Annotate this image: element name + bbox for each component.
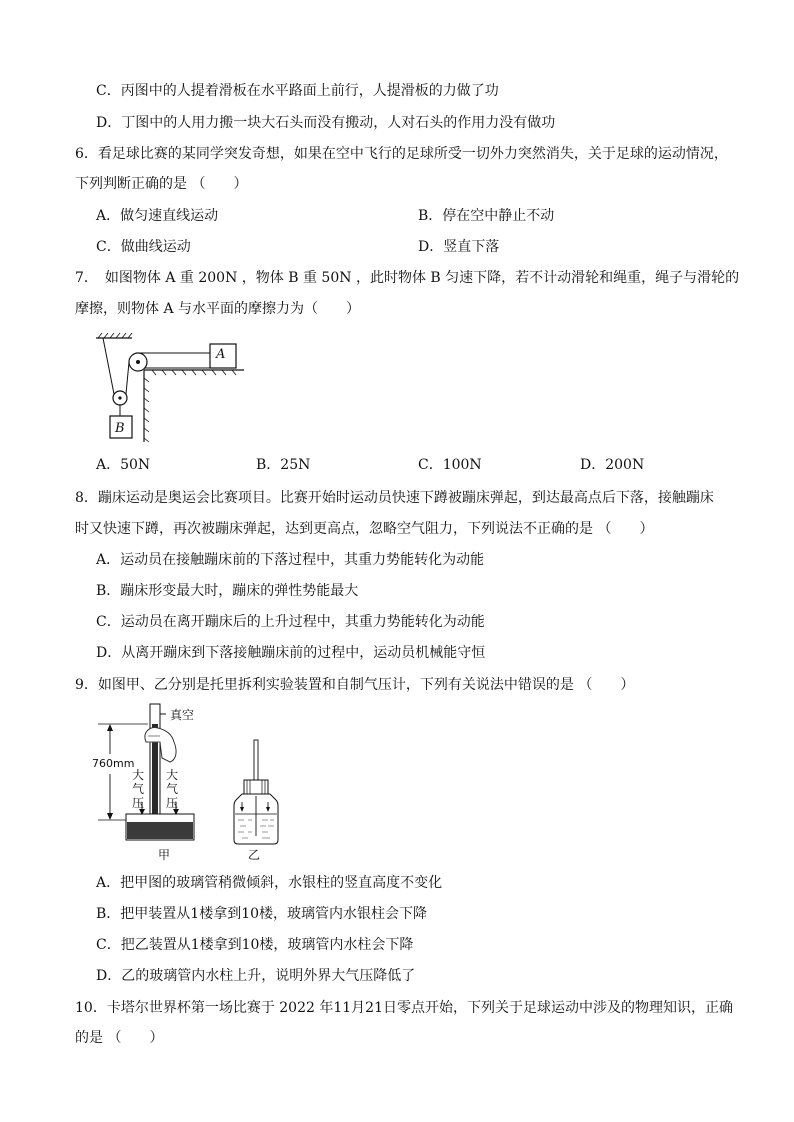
q9-option-c: C．把乙装置从1楼拿到10楼，玻璃管内水柱会下降 bbox=[96, 937, 414, 953]
q6-option-d: D．竖直下落 bbox=[418, 239, 500, 255]
q6-option-b: B．停在空中静止不动 bbox=[418, 208, 555, 224]
q7-stem-line2: 摩擦，则物体 A 与水平面的摩擦力为（ ） bbox=[75, 301, 361, 317]
q9-figure-label-jia: 甲 bbox=[158, 848, 171, 862]
q7-option-a: A．50N bbox=[96, 457, 151, 473]
q8-stem-line1: 8．蹦床运动是奥运会比赛项目。比赛开始时运动员快速下蹲被蹦床弹起，到达最高点后下落，接触蹦床 bbox=[75, 490, 714, 506]
q5-option-c: C．丙图中的人提着滑板在水平路面上前行，人提滑板的力做了功 bbox=[96, 83, 499, 99]
q5-option-d: D．丁图中的人用力搬一块大石头而没有搬动，人对石头的作用力没有做功 bbox=[96, 115, 556, 131]
q10-stem-line1: 10．卡塔尔世界杯第一场比赛于 2022 年11月21日零点开始，下列关于足球运动中涉及的物理知识，正确 bbox=[75, 1000, 733, 1016]
q8-option-b: B．蹦床形变最大时，蹦床的弹性势能最大 bbox=[96, 583, 359, 599]
q7-stem-line1: 7． 如图物体 A 重 200N ，物体 B 重 50N ，此时物体 B 匀速下降，若不计动滑轮和绳重，绳子与滑轮的 bbox=[75, 270, 740, 286]
q9-figure-atm-left: 大 气 压 bbox=[132, 768, 145, 810]
q9-figure-height-label: 760mm bbox=[92, 757, 135, 770]
q8-stem-line2: 时又快速下蹲，再次被蹦床弹起，达到更高点，忽略空气阻力，下列说法不正确的是 （ ） bbox=[75, 521, 654, 537]
q7-figure-label-a: A bbox=[216, 347, 226, 362]
barometer-figure bbox=[92, 700, 322, 864]
q9-option-b: B．把甲装置从1楼拿到10楼，玻璃管内水银柱会下降 bbox=[96, 906, 428, 922]
q8-option-a: A．运动员在接触蹦床前的下落过程中，其重力势能转化为动能 bbox=[96, 552, 485, 568]
q9-option-d: D．乙的玻璃管内水柱上升，说明外界大气压降低了 bbox=[96, 968, 416, 984]
q6-option-c: C．做曲线运动 bbox=[96, 239, 191, 255]
q6-stem-line1: 6．看足球比赛的某同学突发奇想，如果在空中飞行的足球所受一切外力突然消失，关于足球的运动情况， bbox=[75, 146, 728, 162]
q9-figure-label-yi: 乙 bbox=[248, 848, 261, 862]
q6-option-a: A．做匀速直线运动 bbox=[96, 208, 219, 224]
q10-stem-line2: 的是 （ ） bbox=[75, 1030, 164, 1046]
q8-option-d: D．从离开蹦床到下落接触蹦床前的过程中，运动员机械能守恒 bbox=[96, 645, 486, 661]
q9-figure-atm-right: 大 气 压 bbox=[166, 768, 179, 810]
q7-option-b: B．25N bbox=[256, 457, 311, 473]
q9-stem-line1: 9．如图甲、乙分别是托里拆利实验装置和自制气压计，下列有关说法中错误的是 （ ） bbox=[75, 677, 635, 693]
q9-figure-vacuum-label: 真空 bbox=[170, 708, 195, 722]
q7-figure-label-b: B bbox=[115, 421, 125, 436]
q7-option-c: C．100N bbox=[418, 457, 482, 473]
q9-option-a: A．把甲图的玻璃管稍微倾斜，水银柱的竖直高度不变化 bbox=[96, 875, 443, 891]
q6-stem-line2: 下列判断正确的是 （ ） bbox=[75, 176, 248, 192]
q7-option-d: D．200N bbox=[580, 457, 645, 473]
q8-option-c: C．运动员在离开蹦床后的上升过程中，其重力势能转化为动能 bbox=[96, 614, 485, 630]
